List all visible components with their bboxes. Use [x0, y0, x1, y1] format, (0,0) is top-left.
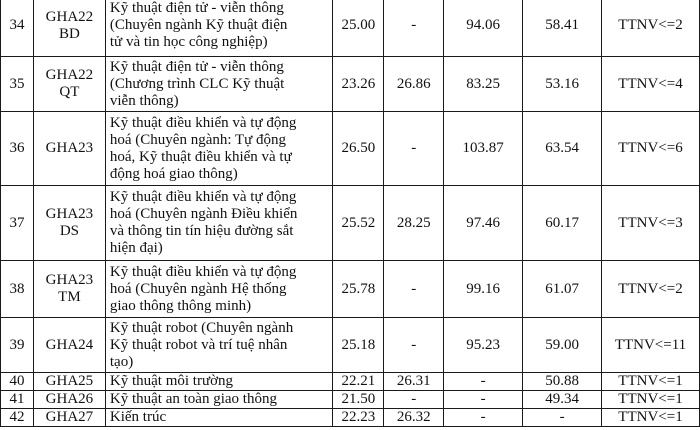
program-code-line: GHA23: [45, 206, 94, 222]
program-code-line: GHA26: [45, 391, 94, 407]
score-cell-1: 25.78: [333, 261, 384, 318]
score-cell-1: 22.23: [333, 409, 384, 427]
table-body: [1, 0, 700, 427]
score-cell-1: 25.00: [333, 0, 384, 57]
table-row: [1, 409, 700, 427]
table-row: [1, 57, 700, 112]
ttnv-cell: TTNV<=1: [602, 391, 700, 409]
score-cell-3: 95.23: [444, 318, 523, 373]
program-name-line: và thông tin tín hiệu đường sắt: [109, 223, 294, 239]
program-code-cell: [33, 112, 105, 186]
table-row: [1, 373, 700, 391]
score-cell-4: 49.34: [523, 391, 602, 409]
program-name-line: động hoá giao thông): [109, 165, 238, 182]
program-name-line: (Chuyên ngành Kỹ thuật điện: [109, 17, 288, 33]
score-cell-1: 25.52: [333, 186, 384, 261]
program-name-line: Kỹ thuật điện tử - viễn thông: [109, 0, 284, 16]
row-number-cell: 37: [1, 186, 34, 261]
program-name-line: hoá (Chuyên ngành Điều khiển: [109, 206, 298, 222]
program-name-cell: [105, 391, 332, 409]
ttnv-cell: TTNV<=11: [602, 318, 700, 373]
program-name-line: giao thông thông minh): [109, 297, 252, 314]
program-name-line: hoá, Kỹ thuật điều khiển và tự: [109, 148, 292, 165]
program-name-cell: [105, 261, 332, 318]
ttnv-cell: TTNV<=3: [602, 186, 700, 261]
row-number-cell: 36: [1, 112, 34, 186]
ttnv-cell: TTNV<=6: [602, 112, 700, 186]
program-code-line: DS: [59, 223, 80, 239]
program-code-line: GHA23: [45, 272, 94, 288]
program-name-cell: [105, 186, 332, 261]
program-name-line: Kỹ thuật môi trường: [109, 373, 234, 389]
score-cell-3: 83.25: [444, 57, 523, 112]
table-row: [1, 0, 700, 57]
score-cell-1: 26.50: [333, 112, 384, 186]
program-name-line: Kỹ thuật robot và trí tuệ nhân: [109, 336, 288, 353]
table-row: [1, 318, 700, 373]
score-cell-4: 53.16: [523, 57, 602, 112]
score-cell-4: 63.54: [523, 112, 602, 186]
program-code-line: GHA27: [45, 409, 94, 425]
score-cell-1: 25.18: [333, 318, 384, 373]
program-name-line: hoá (Chuyên ngành: Tự động: [109, 131, 287, 148]
program-name-cell: [105, 318, 332, 373]
ttnv-cell: TTNV<=4: [602, 57, 700, 112]
program-name-line: Kỹ thuật điều khiển và tự động: [109, 189, 297, 205]
row-number-cell: 35: [1, 57, 34, 112]
program-code-line: GHA22: [45, 67, 94, 83]
ttnv-cell: TTNV<=2: [602, 0, 700, 57]
program-name-line: viễn thông): [109, 92, 179, 109]
program-name-cell: [105, 112, 332, 186]
program-name-line: Kỹ thuật điện tử - viễn thông: [109, 58, 284, 75]
table-row: [1, 112, 700, 186]
table-row: [1, 261, 700, 318]
score-cell-2: 26.86: [384, 57, 444, 112]
program-code-cell: [33, 186, 105, 261]
program-name-line: Kỹ thuật robot (Chuyên ngành: [109, 319, 294, 336]
row-number-cell: 38: [1, 261, 34, 318]
program-name-line: hiện đại): [109, 240, 163, 256]
ttnv-cell: TTNV<=1: [602, 373, 700, 391]
score-cell-2: -: [384, 318, 444, 373]
score-cell-3: 97.46: [444, 186, 523, 261]
program-code-cell: [33, 0, 105, 57]
ttnv-cell: TTNV<=1: [602, 409, 700, 427]
score-cell-2: -: [384, 261, 444, 318]
score-cell-3: 99.16: [444, 261, 523, 318]
score-cell-3: -: [444, 409, 523, 427]
row-number-cell: 40: [1, 373, 34, 391]
program-code-line: GHA25: [45, 373, 94, 389]
score-cell-2: -: [384, 0, 444, 57]
score-cell-2: -: [384, 112, 444, 186]
score-cell-2: 26.32: [384, 409, 444, 427]
program-name-line: Kỹ thuật điều khiển và tự động: [109, 263, 297, 280]
program-name-line: Kỹ thuật an toàn giao thông: [109, 391, 277, 407]
score-cell-2: -: [384, 391, 444, 409]
program-code-cell: [33, 373, 105, 391]
program-name-line: hoá (Chuyên ngành Hệ thống: [109, 280, 287, 297]
score-cell-4: -: [523, 409, 602, 427]
score-cell-4: 58.41: [523, 0, 602, 57]
score-cell-4: 61.07: [523, 261, 602, 318]
score-cell-2: 28.25: [384, 186, 444, 261]
program-name-cell: [105, 373, 332, 391]
program-name-line: tử và tin học công nghiệp): [109, 34, 268, 50]
program-name-cell: [105, 57, 332, 112]
table-row: [1, 391, 700, 409]
program-code-line: GHA22: [45, 8, 94, 25]
ttnv-cell: TTNV<=2: [602, 261, 700, 318]
program-code-cell: [33, 409, 105, 427]
row-number-cell: 39: [1, 318, 34, 373]
score-cell-4: 50.88: [523, 373, 602, 391]
program-code-cell: [33, 391, 105, 409]
score-cell-1: 22.21: [333, 373, 384, 391]
score-cell-3: 94.06: [444, 0, 523, 57]
row-number-cell: 41: [1, 391, 34, 409]
program-code-cell: [33, 57, 105, 112]
program-name-cell: [105, 0, 332, 57]
program-code-line: QT: [59, 84, 80, 100]
row-number-cell: 34: [1, 0, 34, 57]
table-row: [1, 186, 700, 261]
score-cell-1: 21.50: [333, 391, 384, 409]
program-code-line: BD: [59, 25, 80, 42]
program-code-cell: [33, 318, 105, 373]
score-cell-3: -: [444, 391, 523, 409]
score-cell-4: 60.17: [523, 186, 602, 261]
score-cell-4: 59.00: [523, 318, 602, 373]
score-cell-2: 26.31: [384, 373, 444, 391]
program-name-line: (Chương trình CLC Kỹ thuật: [109, 75, 285, 92]
program-name-line: Kỹ thuật điều khiển và tự động: [109, 114, 297, 131]
program-code-line: TM: [58, 289, 81, 305]
program-code-line: GHA24: [45, 336, 94, 353]
program-code-line: GHA23: [45, 140, 94, 156]
score-cell-3: 103.87: [444, 112, 523, 186]
program-name-line: tạo): [109, 353, 134, 370]
score-cell-1: 23.26: [333, 57, 384, 112]
program-code-cell: [33, 261, 105, 318]
program-name-cell: [105, 409, 332, 427]
row-number-cell: 42: [1, 409, 34, 427]
program-name-line: Kiến trúc: [109, 409, 167, 425]
score-cell-3: -: [444, 373, 523, 391]
